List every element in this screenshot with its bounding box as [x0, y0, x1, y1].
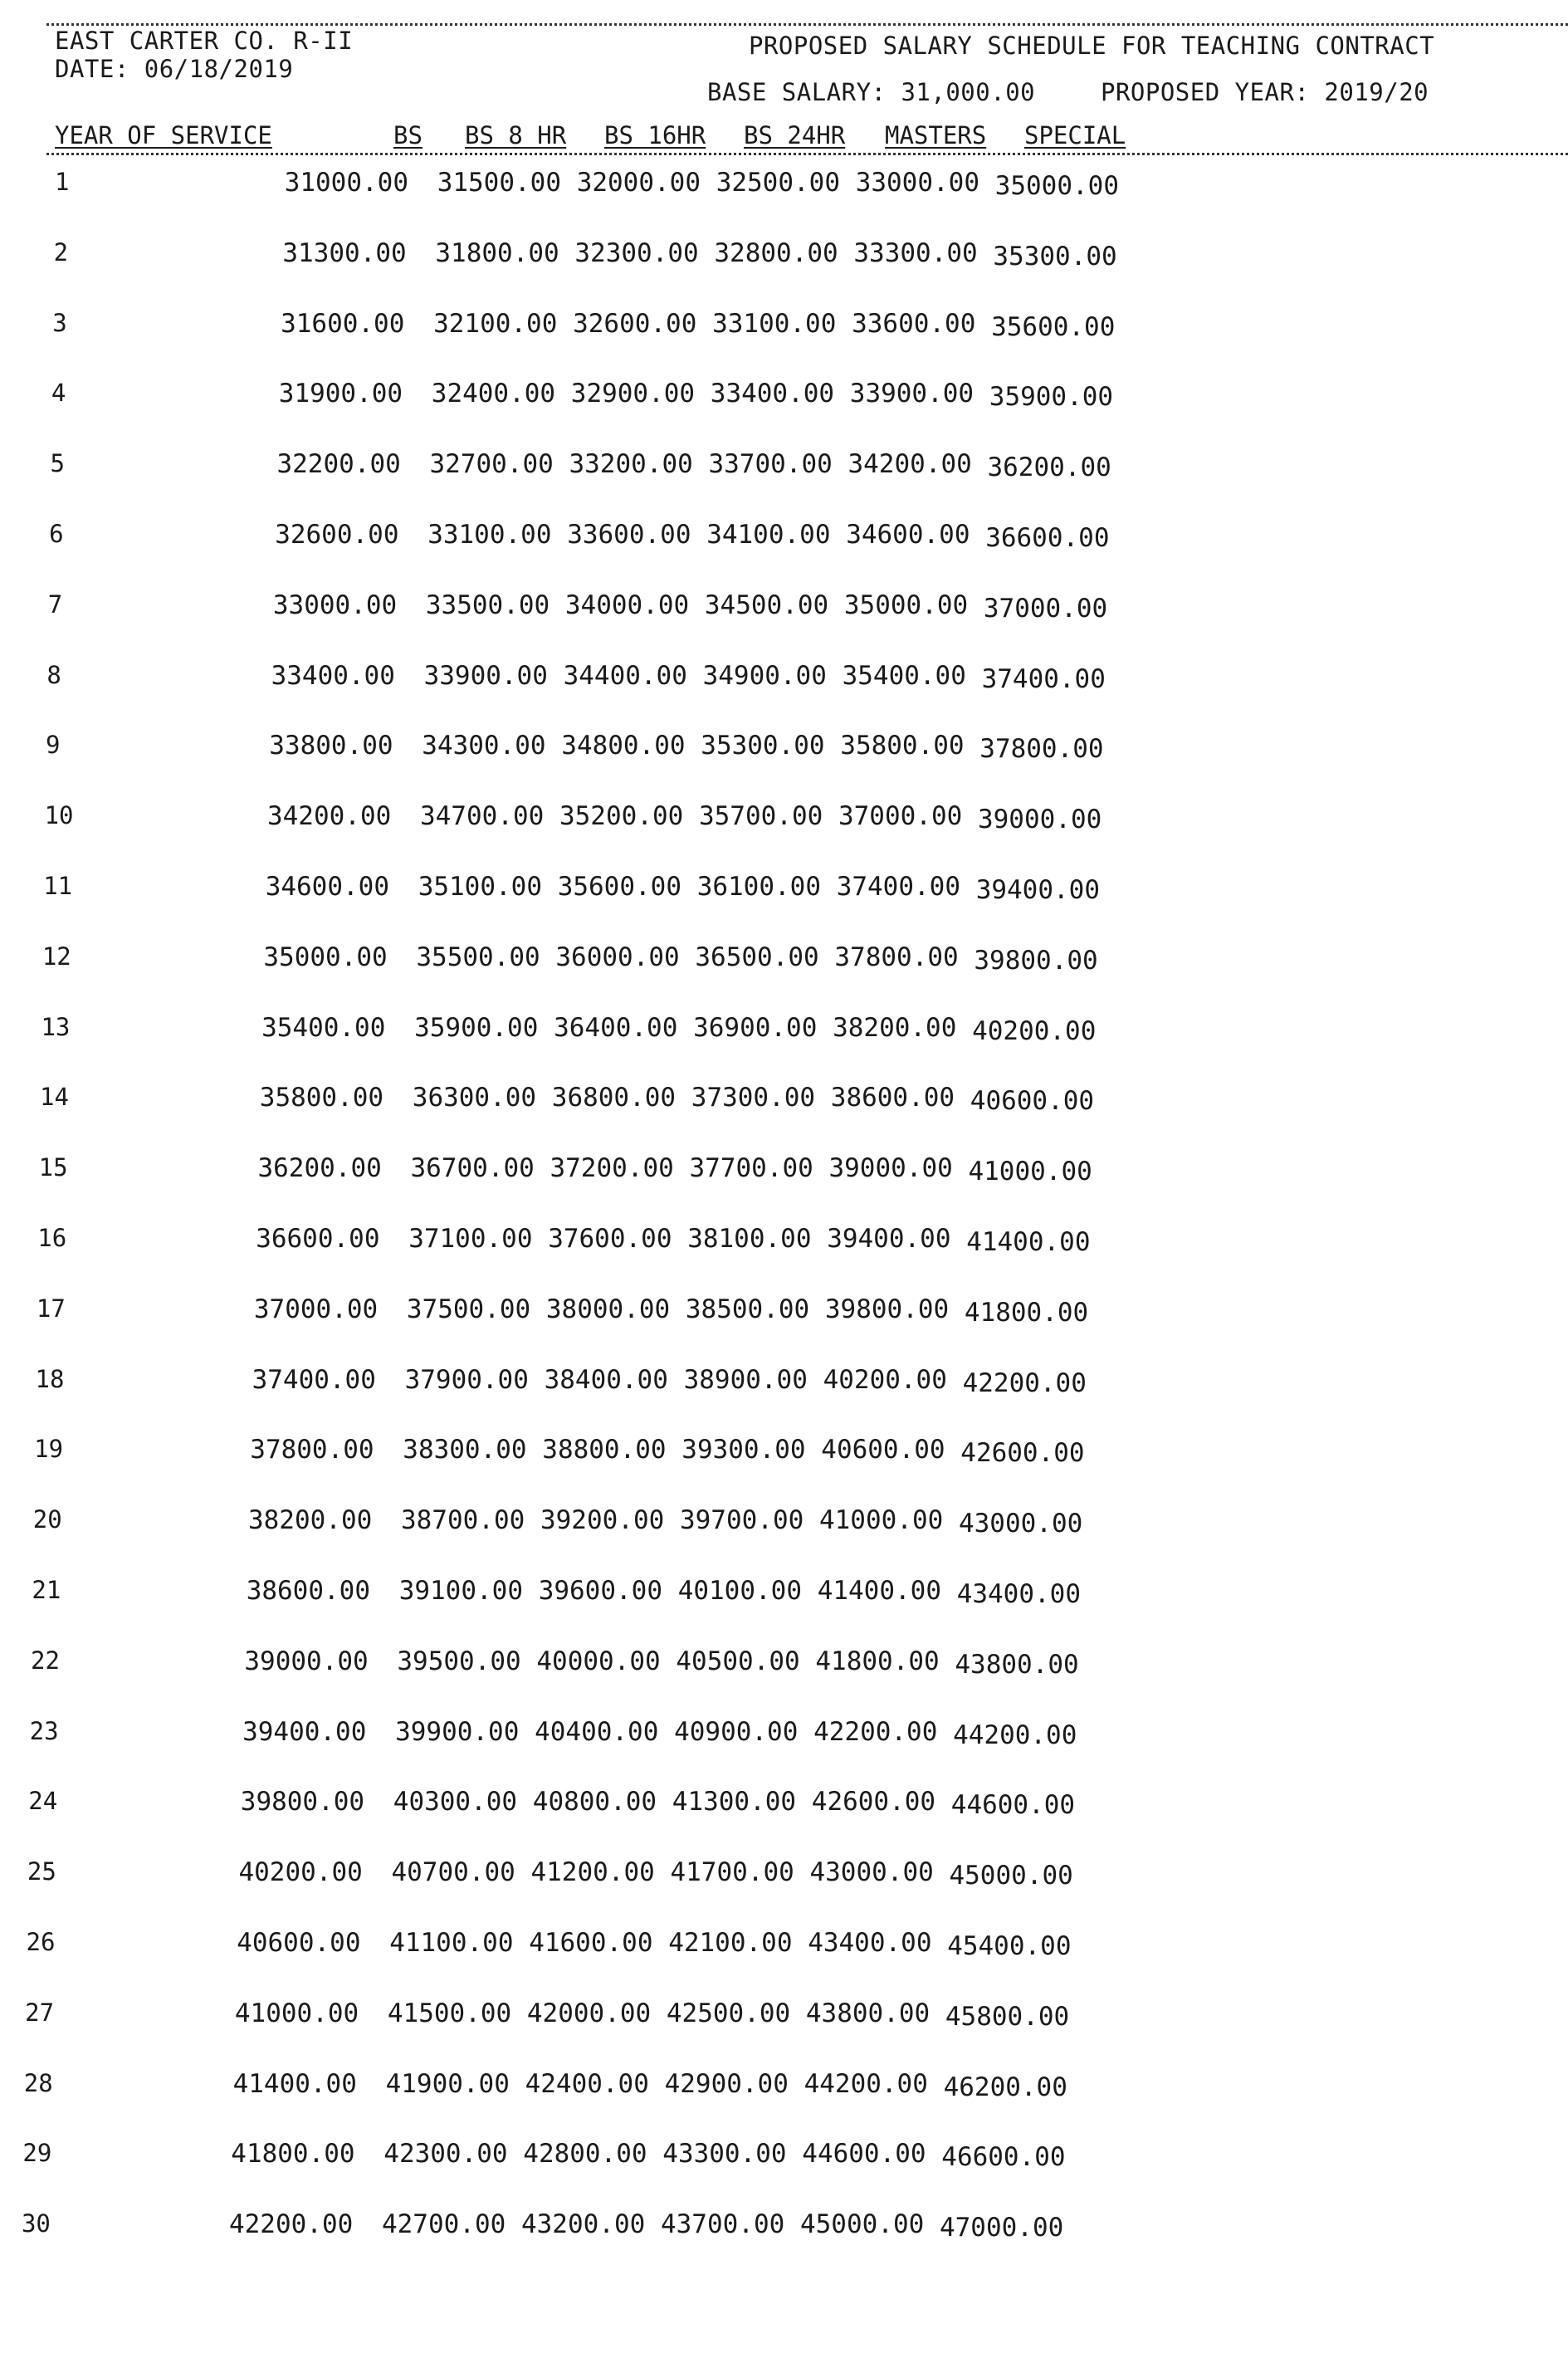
bs-cell: 37800.00 [250, 1435, 374, 1465]
year-of-service-cell: 3 [52, 308, 67, 337]
bs-8hr-cell: 40700.00 [391, 1857, 515, 1888]
masters-cell: 44200.00 [804, 2068, 928, 2099]
masters-cell: 37000.00 [838, 801, 963, 832]
masters-cell: 34200.00 [848, 449, 972, 480]
masters-cell: 34600.00 [846, 520, 970, 550]
year-of-service-cell: 29 [22, 2139, 52, 2168]
special-cell: 39800.00 [974, 945, 1098, 976]
base-salary: BASE SALARY: 31,000.00 [707, 78, 1036, 106]
column-header-bs-8hr: BS 8 HR [465, 121, 567, 149]
bs-cell: 32600.00 [275, 520, 399, 550]
table-row [0, 379, 1568, 412]
table-row [0, 2209, 1568, 2243]
year-of-service-cell: 21 [32, 1576, 61, 1604]
bs-8hr-cell: 41900.00 [385, 2068, 510, 2099]
special-cell: 41400.00 [966, 1227, 1091, 1257]
bs-cell: 31900.00 [278, 379, 403, 409]
column-header-masters: MASTERS [885, 121, 987, 149]
bs-24hr-cell: 37300.00 [691, 1083, 816, 1113]
special-cell: 36200.00 [987, 453, 1111, 483]
table-row [0, 1717, 1568, 1750]
bs-8hr-cell: 36300.00 [412, 1083, 537, 1113]
column-header-bs-16hr: BS 16HR [604, 121, 706, 149]
special-cell: 42600.00 [960, 1438, 1085, 1469]
bs-16hr-cell: 40400.00 [535, 1716, 659, 1747]
bs-cell: 41000.00 [234, 1998, 359, 2028]
masters-cell: 35400.00 [842, 660, 966, 691]
special-cell: 39400.00 [975, 875, 1100, 905]
masters-cell: 39800.00 [824, 1294, 950, 1324]
masters-cell: 41800.00 [815, 1646, 940, 1676]
bs-cell: 42200.00 [228, 2209, 354, 2240]
bs-8hr-cell: 35500.00 [416, 942, 540, 972]
bs-24hr-cell: 43700.00 [660, 2209, 785, 2240]
year-of-service-cell: 22 [31, 1646, 60, 1675]
year-of-service-cell: 9 [45, 731, 61, 760]
special-cell: 47000.00 [939, 2213, 1064, 2243]
bs-24hr-cell: 34900.00 [702, 660, 827, 691]
bs-cell: 39400.00 [242, 1716, 367, 1747]
masters-cell: 41000.00 [818, 1505, 944, 1536]
masters-cell: 44600.00 [802, 2139, 926, 2170]
bs-16hr-cell: 38400.00 [544, 1364, 668, 1395]
bs-16hr-cell: 40000.00 [536, 1646, 661, 1676]
bs-24hr-cell: 36500.00 [695, 942, 819, 972]
bs-8hr-cell: 32100.00 [433, 308, 558, 339]
masters-cell: 37800.00 [834, 942, 959, 972]
bs-cell: 37400.00 [252, 1364, 376, 1395]
table-row [0, 1787, 1568, 1820]
bs-cell: 39800.00 [240, 1787, 365, 1817]
year-of-service-cell: 18 [35, 1364, 65, 1393]
bs-8hr-cell: 34300.00 [422, 731, 546, 761]
bs-16hr-cell: 41200.00 [530, 1857, 655, 1888]
bs-16hr-cell: 32300.00 [574, 237, 699, 268]
bs-8hr-cell: 32700.00 [429, 449, 554, 480]
bs-24hr-cell: 34100.00 [706, 520, 831, 550]
bs-24hr-cell: 38900.00 [683, 1364, 808, 1395]
masters-cell: 40200.00 [823, 1364, 947, 1395]
bs-8hr-cell: 32400.00 [431, 379, 556, 409]
report-title: PROPOSED SALARY SCHEDULE FOR TEACHING CONTRACT [749, 32, 1435, 60]
bs-24hr-cell: 42900.00 [664, 2068, 789, 2099]
bs-16hr-cell: 36800.00 [551, 1083, 677, 1113]
bs-cell: 41800.00 [231, 2139, 355, 2170]
bs-cell: 36600.00 [256, 1224, 380, 1254]
bs-24hr-cell: 40100.00 [677, 1576, 802, 1606]
bs-cell: 36200.00 [257, 1153, 382, 1184]
masters-cell: 42600.00 [811, 1787, 936, 1817]
special-cell: 43000.00 [958, 1509, 1083, 1539]
column-header-special: SPECIAL [1024, 121, 1126, 149]
table-row [0, 1013, 1568, 1046]
bs-16hr-cell: 34800.00 [561, 731, 686, 761]
year-of-service-cell: 5 [50, 449, 65, 478]
bs-24hr-cell: 41700.00 [670, 1857, 794, 1888]
masters-cell: 38200.00 [833, 1012, 957, 1043]
bs-16hr-cell: 42000.00 [526, 1998, 652, 2028]
bs-8hr-cell: 39900.00 [395, 1716, 520, 1747]
bs-24hr-cell: 38100.00 [687, 1224, 812, 1254]
bs-8hr-cell: 38700.00 [400, 1505, 525, 1536]
table-row [0, 449, 1568, 482]
column-header-year-of-service: YEAR OF SERVICE [55, 121, 272, 149]
special-cell: 45000.00 [949, 1861, 1073, 1891]
bs-24hr-cell: 32800.00 [714, 237, 838, 268]
bs-cell: 35400.00 [261, 1012, 386, 1043]
special-cell: 40600.00 [970, 1086, 1095, 1117]
special-cell: 46600.00 [941, 2142, 1066, 2173]
table-row [0, 520, 1568, 553]
bs-24hr-cell: 35700.00 [698, 801, 823, 832]
table-row [0, 801, 1568, 834]
special-cell: 44600.00 [950, 1790, 1076, 1821]
table-row [0, 590, 1568, 624]
bs-8hr-cell: 37900.00 [404, 1364, 529, 1395]
bs-24hr-cell: 36900.00 [693, 1012, 818, 1043]
year-of-service-cell: 26 [26, 1928, 56, 1956]
table-row [0, 1365, 1568, 1398]
bs-24hr-cell: 33700.00 [708, 449, 833, 480]
special-cell: 41800.00 [964, 1297, 1089, 1328]
bs-cell: 31000.00 [284, 168, 408, 198]
table-row [0, 872, 1568, 905]
bs-16hr-cell: 33600.00 [567, 520, 691, 550]
special-cell: 45800.00 [945, 2001, 1070, 2032]
masters-cell: 45000.00 [799, 2209, 925, 2240]
bs-16hr-cell: 32600.00 [573, 308, 697, 339]
masters-cell: 42200.00 [813, 1716, 938, 1747]
bs-cell: 39000.00 [244, 1646, 369, 1676]
bs-16hr-cell: 35600.00 [557, 872, 681, 902]
table-row [0, 1857, 1568, 1891]
bs-8hr-cell: 41100.00 [389, 1928, 514, 1958]
masters-cell: 39400.00 [827, 1224, 951, 1254]
bs-16hr-cell: 38000.00 [545, 1294, 671, 1324]
year-of-service-cell: 23 [29, 1716, 59, 1745]
bs-8hr-cell: 33100.00 [427, 520, 552, 550]
table-row [0, 1294, 1568, 1328]
bs-24hr-cell: 43300.00 [662, 2139, 787, 2170]
bs-24hr-cell: 37700.00 [689, 1153, 813, 1184]
year-of-service-cell: 1 [55, 168, 70, 196]
special-cell: 43800.00 [955, 1649, 1079, 1680]
bs-cell: 41400.00 [232, 2068, 357, 2099]
bs-16hr-cell: 34000.00 [564, 590, 690, 620]
special-cell: 35900.00 [989, 382, 1114, 413]
year-of-service-cell: 10 [44, 801, 74, 830]
special-cell: 43400.00 [956, 1579, 1081, 1609]
year-of-service-cell: 27 [25, 1998, 55, 2027]
bs-16hr-cell: 34400.00 [563, 660, 687, 691]
special-cell: 35000.00 [994, 171, 1119, 201]
special-cell: 37400.00 [981, 663, 1106, 694]
masters-cell: 37400.00 [836, 872, 960, 902]
bs-cell: 34600.00 [265, 872, 389, 902]
bs-16hr-cell: 39600.00 [538, 1576, 662, 1606]
bs-cell: 33000.00 [272, 590, 398, 620]
bs-24hr-cell: 33100.00 [712, 308, 837, 339]
special-cell: 36600.00 [985, 523, 1110, 553]
masters-cell: 39000.00 [828, 1153, 953, 1184]
year-of-service-cell: 13 [41, 1012, 71, 1041]
bs-cell: 35800.00 [259, 1083, 384, 1113]
bs-16hr-cell: 40800.00 [532, 1787, 657, 1817]
bs-24hr-cell: 40900.00 [674, 1716, 799, 1747]
bs-24hr-cell: 34500.00 [704, 590, 829, 620]
bs-cell: 35000.00 [263, 942, 388, 972]
report-date: DATE: 06/18/2019 [55, 55, 294, 83]
masters-cell: 35000.00 [843, 590, 969, 620]
bs-8hr-cell: 38300.00 [403, 1435, 527, 1465]
bs-24hr-cell: 42100.00 [668, 1928, 793, 1958]
bs-8hr-cell: 35900.00 [414, 1012, 539, 1043]
bs-cell: 32200.00 [276, 449, 401, 480]
year-of-service-cell: 16 [37, 1224, 67, 1252]
year-of-service-cell: 6 [49, 520, 64, 548]
bs-24hr-cell: 39300.00 [681, 1435, 806, 1465]
bs-8hr-cell: 33900.00 [423, 660, 548, 691]
bs-16hr-cell: 32900.00 [570, 379, 696, 409]
bs-8hr-cell: 31500.00 [437, 168, 561, 198]
bs-8hr-cell: 42300.00 [383, 2139, 508, 2170]
bs-8hr-cell: 33500.00 [425, 590, 550, 620]
special-cell: 41000.00 [968, 1157, 1092, 1187]
year-of-service-cell: 7 [47, 590, 63, 619]
masters-cell: 43000.00 [809, 1857, 934, 1888]
special-cell: 37000.00 [983, 593, 1108, 624]
bs-8hr-cell: 42700.00 [381, 2209, 506, 2240]
bs-16hr-cell: 37200.00 [550, 1153, 674, 1184]
masters-cell: 38600.00 [830, 1083, 955, 1113]
bs-16hr-cell: 36400.00 [554, 1012, 678, 1043]
column-header-bs: BS [393, 121, 423, 149]
special-cell: 45400.00 [947, 1931, 1072, 1961]
bs-cell: 38200.00 [247, 1505, 373, 1536]
bs-8hr-cell: 37500.00 [406, 1294, 531, 1324]
top-dotted-rule [46, 23, 1568, 26]
table-row [0, 1646, 1568, 1680]
bs-8hr-cell: 40300.00 [393, 1787, 518, 1817]
special-cell: 39000.00 [977, 805, 1102, 835]
table-row [0, 1928, 1568, 1961]
table-row [0, 1224, 1568, 1257]
bs-cell: 33400.00 [271, 660, 395, 691]
masters-cell: 33600.00 [852, 308, 976, 339]
bs-16hr-cell: 35200.00 [559, 801, 684, 832]
bs-24hr-cell: 40500.00 [676, 1646, 800, 1676]
year-of-service-cell: 28 [23, 2068, 53, 2097]
bs-24hr-cell: 42500.00 [666, 1998, 791, 2028]
special-cell: 35300.00 [993, 241, 1117, 272]
bs-8hr-cell: 39100.00 [398, 1576, 523, 1606]
table-row [0, 1083, 1568, 1116]
table-row [0, 1153, 1568, 1186]
year-of-service-cell: 20 [32, 1505, 62, 1534]
bs-8hr-cell: 34700.00 [419, 801, 545, 832]
bs-16hr-cell: 42400.00 [525, 2068, 649, 2099]
bs-24hr-cell: 39700.00 [679, 1505, 804, 1536]
bs-24hr-cell: 33400.00 [710, 379, 835, 409]
masters-cell: 33900.00 [849, 379, 975, 409]
bs-16hr-cell: 38800.00 [542, 1435, 667, 1465]
proposed-year: PROPOSED YEAR: 2019/20 [1101, 78, 1429, 106]
bs-8hr-cell: 39500.00 [397, 1646, 521, 1676]
bs-16hr-cell: 36000.00 [555, 942, 680, 972]
special-cell: 35600.00 [991, 311, 1116, 342]
bs-8hr-cell: 41500.00 [387, 1998, 512, 2028]
masters-cell: 33000.00 [855, 168, 979, 198]
bs-8hr-cell: 36700.00 [410, 1153, 535, 1184]
table-row [0, 168, 1568, 201]
bs-8hr-cell: 37100.00 [408, 1224, 533, 1254]
column-header-bs-24hr: BS 24HR [744, 121, 846, 149]
year-of-service-cell: 24 [28, 1787, 58, 1816]
table-row [0, 1435, 1568, 1468]
header-dotted-rule [46, 153, 1568, 155]
year-of-service-cell: 8 [46, 660, 61, 689]
year-of-service-cell: 17 [36, 1294, 66, 1323]
bs-24hr-cell: 38500.00 [685, 1294, 810, 1324]
district-name: EAST CARTER CO. R-II [55, 27, 354, 55]
bs-cell: 38600.00 [246, 1576, 370, 1606]
bs-16hr-cell: 37600.00 [548, 1224, 672, 1254]
bs-16hr-cell: 39200.00 [540, 1505, 665, 1536]
table-row [0, 1576, 1568, 1609]
table-row [0, 2139, 1568, 2172]
bs-cell: 37000.00 [253, 1294, 379, 1324]
bs-cell: 40600.00 [237, 1928, 361, 1958]
bs-cell: 33800.00 [269, 731, 393, 761]
special-cell: 37800.00 [979, 734, 1104, 765]
table-row [0, 238, 1568, 272]
bs-8hr-cell: 31800.00 [435, 237, 559, 268]
table-row [0, 309, 1568, 342]
bs-16hr-cell: 42800.00 [523, 2139, 647, 2170]
bs-cell: 34200.00 [266, 801, 392, 832]
bs-cell: 31600.00 [281, 308, 405, 339]
bs-16hr-cell: 32000.00 [576, 168, 701, 198]
special-cell: 44200.00 [953, 1720, 1077, 1750]
bs-16hr-cell: 33200.00 [569, 449, 693, 480]
bs-8hr-cell: 35100.00 [418, 872, 542, 902]
masters-cell: 43800.00 [805, 1998, 931, 2028]
bs-cell: 31300.00 [282, 237, 407, 268]
special-cell: 42200.00 [962, 1367, 1087, 1398]
table-row [0, 942, 1568, 976]
bs-24hr-cell: 35300.00 [701, 731, 825, 761]
year-of-service-cell: 12 [42, 942, 71, 971]
year-of-service-cell: 19 [34, 1435, 64, 1464]
bs-24hr-cell: 32500.00 [716, 168, 840, 198]
masters-cell: 40600.00 [821, 1435, 945, 1465]
bs-16hr-cell: 43200.00 [520, 2209, 646, 2240]
masters-cell: 35800.00 [840, 731, 965, 761]
table-row [0, 1998, 1568, 2032]
masters-cell: 33300.00 [853, 237, 978, 268]
bs-16hr-cell: 41600.00 [529, 1928, 653, 1958]
bs-24hr-cell: 36100.00 [696, 872, 821, 902]
masters-cell: 41400.00 [817, 1576, 941, 1606]
year-of-service-cell: 25 [27, 1857, 56, 1886]
year-of-service-cell: 14 [40, 1083, 69, 1112]
table-row [0, 661, 1568, 694]
year-of-service-cell: 2 [53, 237, 69, 267]
special-cell: 40200.00 [972, 1015, 1097, 1046]
special-cell: 46200.00 [943, 2072, 1067, 2102]
year-of-service-cell: 11 [43, 872, 73, 900]
bs-24hr-cell: 41300.00 [672, 1787, 797, 1817]
year-of-service-cell: 4 [51, 379, 66, 408]
table-row [0, 1505, 1568, 1539]
bs-cell: 40200.00 [238, 1857, 363, 1888]
table-row [0, 731, 1568, 764]
masters-cell: 43400.00 [808, 1928, 932, 1958]
table-row [0, 2069, 1568, 2102]
year-of-service-cell: 30 [21, 2209, 51, 2238]
year-of-service-cell: 15 [38, 1153, 68, 1182]
